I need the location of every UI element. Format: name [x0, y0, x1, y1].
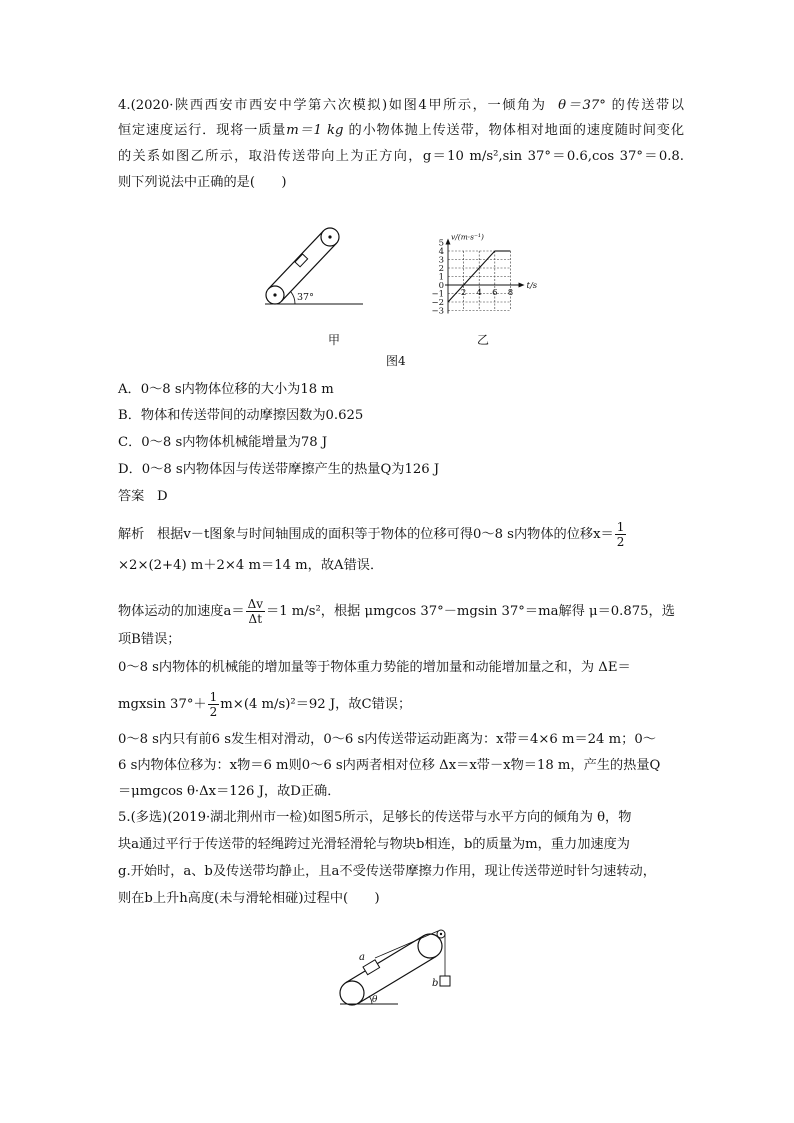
option-c: C．0～8 s内物体机械能增量为78 J	[118, 435, 328, 450]
q4-stem-line-1: 4.(2020·陕西西安市西安中学第六次模拟)如图4甲所示，一倾角为 θ＝37° 的传送带以	[118, 98, 684, 113]
x-tick-label: 8	[507, 288, 514, 298]
y-tick-label: 3	[438, 255, 444, 266]
figure-yi-label: 乙	[477, 333, 490, 347]
angle-arc	[291, 292, 295, 304]
q4-stem-line-4: 则下列说法中正确的是( )	[118, 175, 287, 190]
pulley-axle	[440, 933, 442, 935]
y-tick-label: 1	[438, 272, 444, 283]
y-tick-label: 5	[438, 238, 444, 249]
label-b: b	[432, 978, 439, 989]
figure-4-caption: 图4	[386, 354, 406, 368]
block-a	[363, 960, 380, 975]
analysis-line-2: ×2×(2+4) m＋2×4 m＝14 m，故A错误．	[118, 558, 384, 573]
analysis-line-5: 0～8 s内物体的机械能的增加量等于物体重力势能的增加量和动能增加量之和，为 ΔE＝	[118, 660, 631, 675]
answer-line	[118, 487, 684, 507]
y-axis-label: v/(m·s⁻¹)	[451, 232, 484, 242]
figure-yi-vt-graph	[420, 200, 540, 330]
analysis-line-6: mgxsin 37°＋ $\frac{1}{2}$ m×(4 m/s)²＝92 J，故C错误；	[118, 690, 412, 719]
analysis-line-7: 0～8 s内只有前6 s发生相对滑动，0～6 s内传送带运动距离为：x带＝4×6 m＝24 m；0～	[118, 732, 656, 747]
q5-stem-line-3: g.开始时，a、b及传送带均静止，且a不受传送带摩擦力作用，现让传送带逆时针匀速转动，	[118, 864, 656, 879]
analysis-label: 解析	[118, 527, 145, 542]
analysis-line-8: 6 s内物体位移为：x物＝6 m则0～6 s内两者相对位移 Δx＝x带－x物＝18 m，产生的热量Q	[118, 758, 661, 773]
y-axis-arrow	[446, 239, 451, 245]
upper-pulley-axle	[328, 235, 331, 238]
y-tick-label: 2	[438, 264, 444, 274]
q4-stem-line-2: 恒定速度运行．现将一质量m＝1 kg 的小物体抛上传送带，物体相对地面的速度随时间变化	[118, 123, 685, 138]
x-tick-label: 4	[476, 288, 482, 298]
x-tick-label: 2	[460, 288, 467, 298]
small-block	[295, 254, 308, 267]
q5-stem-line-2: 块a通过平行于传送带的轻绳跨过光滑轻滑轮与物块b相连，b的质量为m，重力加速度为	[118, 837, 630, 852]
figure-5-conveyor-pulley	[326, 920, 476, 1012]
analysis-line-3: 物体运动的加速度a＝ $\frac{\Delta v}{\Delta t}$ ＝1 m/s²，根据 μmgcos 37°－mgsin 37°＝ma解得 μ＝0.875，选	[118, 597, 675, 626]
belt-top	[346, 936, 424, 983]
x-tick-label: 6	[492, 288, 498, 298]
y-tick-label: −2	[431, 298, 444, 308]
angle-label: 37°	[297, 292, 314, 303]
y-tick-label: 0	[438, 281, 444, 291]
analysis-line-1: 解析 根据v－t图象与时间轴围成的面积等于物体的位移可得0～8 s内物体的位移x＝ $\frac{1}{2}$	[118, 520, 625, 549]
label-a: a	[359, 952, 365, 963]
answer-label: 答案	[118, 489, 145, 504]
y-tick-label: −1	[431, 289, 444, 300]
q4-stem-line-3: 的关系如图乙所示，取沿传送带向上为正方向，g＝10 m/s²,sin 37°＝0.6,cos 37°＝0.8.	[118, 149, 684, 164]
analysis-line-9: ＝μmgcos θ·Δx＝126 J，故D正确．	[118, 784, 341, 799]
answer-value: D	[156, 489, 168, 504]
q5-stem-line-4: 则在b上升h高度(未与滑轮相碰)过程中( )	[118, 891, 380, 906]
x-axis-arrow	[519, 283, 525, 288]
block-b	[440, 976, 450, 986]
lower-pulley-axle	[273, 293, 276, 296]
label-theta: θ	[372, 995, 378, 1005]
option-b: B．物体和传送带间的动摩擦因数为0.625	[118, 408, 364, 423]
x-axis-label: t/s	[526, 281, 538, 291]
y-tick-label: 4	[438, 247, 444, 257]
figure-jia-conveyor	[255, 218, 395, 318]
figure-jia-label: 甲	[328, 333, 341, 347]
y-tick-label: −3	[431, 306, 444, 317]
q5-stem-line-1: 5.(多选)(2019·湖北荆州市一检)如图5所示，足够长的传送带与水平方向的倾角为 θ，物	[118, 810, 632, 825]
rope-incline	[375, 931, 438, 958]
belt-top	[269, 231, 324, 289]
option-a: A．0～8 s内物体位移的大小为18 m	[118, 382, 334, 397]
option-d: D．0～8 s内物体因与传送带摩擦产生的热量Q为126 J	[118, 462, 440, 477]
analysis-line-4: 项B错误；	[118, 632, 181, 647]
